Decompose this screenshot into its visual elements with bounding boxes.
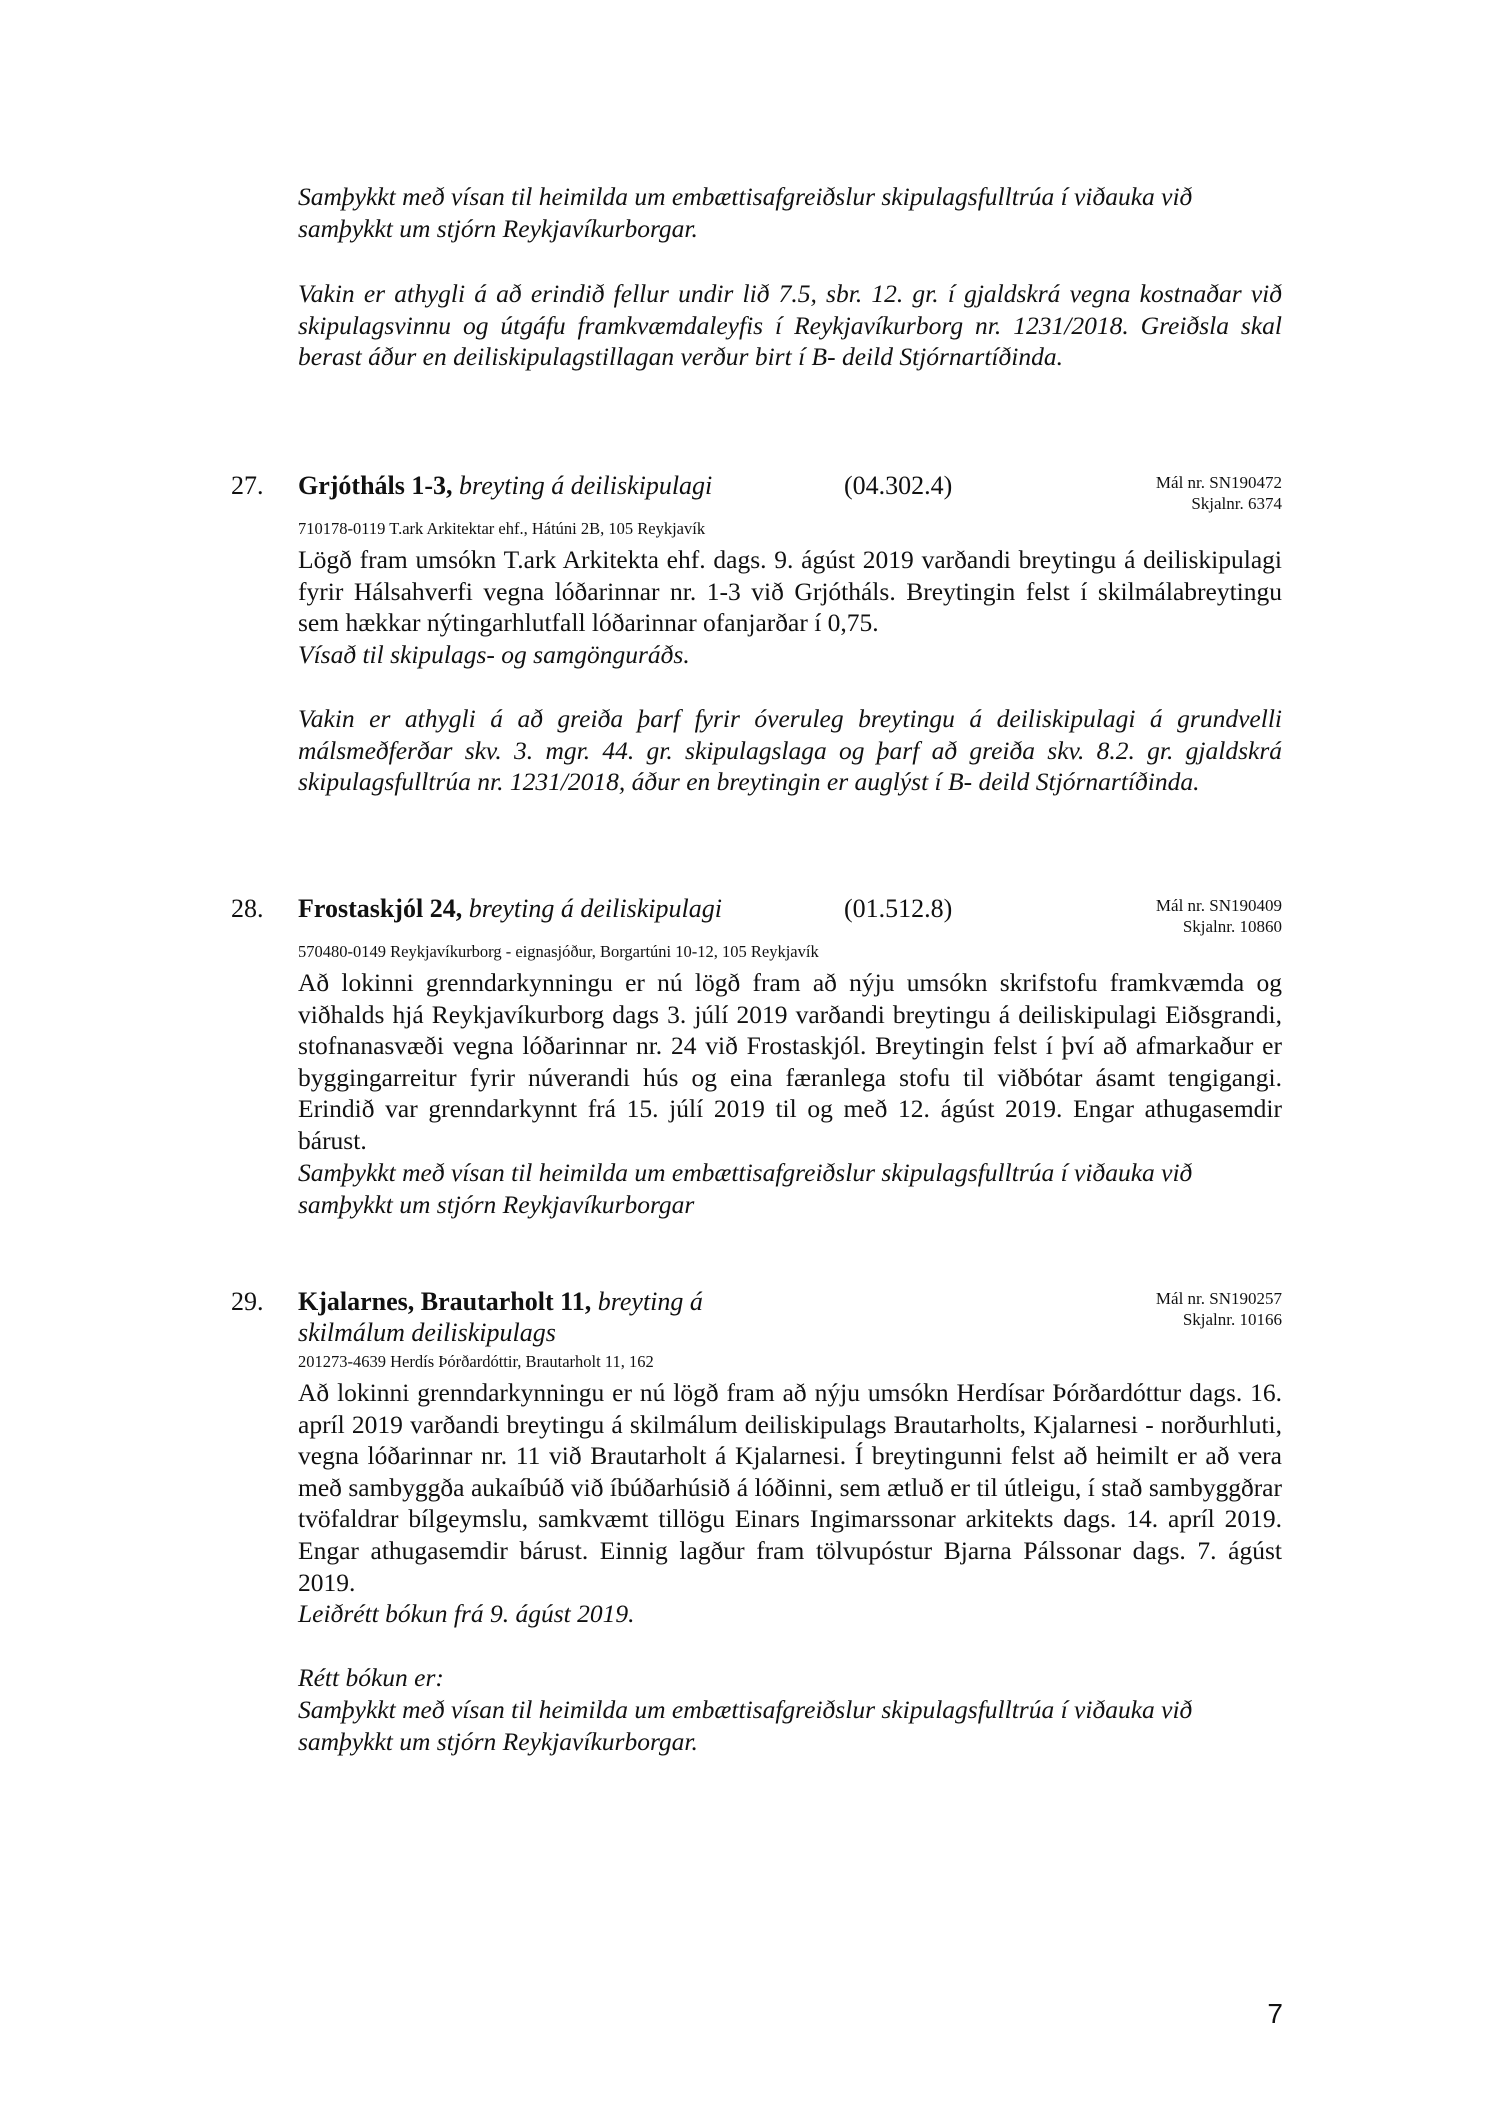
item-title <box>298 1287 703 1317</box>
item-title-subject: breyting á deiliskipulagi <box>468 894 722 923</box>
plot-number: (01.512.8) <box>844 894 953 923</box>
item-title-address: Kjalarnes, Brautarholt 11, <box>298 1287 592 1316</box>
top-approval-text: Samþykkt með vísan til heimilda um embættisafgreiðslur skipulagsfulltrúa í viðauka við samþykkt um stjórn Reykjavíkurborgar. <box>298 182 1193 243</box>
page-number: 7 <box>1267 1998 1283 2029</box>
case-refs <box>1156 472 1282 514</box>
document-number: Skjalnr. 6374 <box>1191 494 1282 513</box>
item-body: Að lokinni grenndarkynningu er nú lögð fram að nýju umsókn skrifstofu framkvæmda og viðhalds hjá Reykjavíkurborg dags 3. júlí 2019 varðandi breytingu á deiliskipulagi Eiðsgrandi, stofnanasvæði vegna lóðarinnar nr. 24 við Frostaskjól. Breytingin felst í því að afmarkaður er byggingarreitur fyrir núverandi hús og eina færanlega stofu til viðbótar ásamt tengigangi. Erindið var grenndarkynnt frá 15. júlí 2019 til og með 12. ágúst 2019. Engar athugasemdir bárust. <box>298 968 1282 1155</box>
item-title-address: Grjótháls 1-3, <box>298 471 453 500</box>
case-number: Mál nr. SN190472 <box>1155 473 1282 492</box>
item-title-subject: breyting á <box>597 1287 703 1316</box>
item-decision: Vísað til skipulags- og samgönguráðs. <box>298 640 690 669</box>
item-body: Lögð fram umsókn T.ark Arkitekta ehf. dags. 9. ágúst 2019 varðandi breytingu á deiliskipulagi fyrir Hálsahverfi vegna lóðarinnar nr. 1-3 við Grjótháls. Breytingin felst í skilmálabreytingu sem hækkar nýtingarhlutfall lóðarinnar ofanjarðar í 0,75. <box>298 545 1282 638</box>
case-number: Mál nr. SN190409 <box>1155 896 1282 915</box>
plot-number: (04.302.4) <box>844 471 953 500</box>
item-number: 27. <box>231 471 264 500</box>
item-title <box>298 894 722 924</box>
item-body: Að lokinni grenndarkynningu er nú lögð fram að nýju umsókn Herdísar Þórðardóttur dags. 16. apríl 2019 varðandi breytingu á skilmálum deiliskipulags Brautarholts, Kjalarnesi - norðurhluti, vegna lóðarinnar nr. 11 við Brautarholt á Kjalarnesi. Í breytingunni felst að heimilt er að vera með sambyggða aukaíbúð við íbúðarhúsið á lóðinni, sem ætluð er til útleigu, í stað sambyggðrar tvöfaldrar bílgeymslu, samkvæmt tillögu Einars Ingimarssonar arkitekts dags. 14. apríl 2019. Engar athugasemdir bárust. Einnig lagður fram tölvupóstur Bjarna Pálssonar dags. 7. ágúst 2019. <box>298 1378 1282 1597</box>
case-number: Mál nr. SN190257 <box>1155 1289 1282 1308</box>
item-title-address: Frostaskjól 24, <box>298 894 463 923</box>
item-number: 29. <box>231 1287 264 1316</box>
top-fee-notice: Vakin er athygli á að erindið fellur undir lið 7.5, sbr. 12. gr. í gjaldskrá vegna kostnaðar við skipulagsvinnu og útgáfu framkvæmdaleyfis í Reykjavíkurborg nr. 1231/2018. Greiðsla skal berast áður en deiliskipulagstillagan verður birt í B- deild Stjórnartíðinda. <box>298 279 1282 372</box>
case-refs <box>1156 1288 1282 1330</box>
item-title-subject: breyting á deiliskipulagi <box>459 471 713 500</box>
applicant-line: 710178-0119 T.ark Arkitektar ehf., Hátúni 2B, 105 Reykjavík <box>298 519 706 538</box>
item-title <box>298 471 712 501</box>
item-title-line2 <box>298 1318 556 1348</box>
applicant-line: 570480-0149 Reykjavíkurborg - eignasjóður, Borgartúni 10-12, 105 Reykjavík <box>298 942 819 961</box>
item-decision: Samþykkt með vísan til heimilda um embættisafgreiðslur skipulagsfulltrúa í viðauka við samþykkt um stjórn Reykjavíkurborgar. <box>298 1695 1193 1756</box>
item-fee-notice: Vakin er athygli á að greiða þarf fyrir óveruleg breytingu á deiliskipulagi á grundvelli málsmeðferðar skv. 3. mgr. 44. gr. skipulagslaga og þarf að greiða skv. 8.2. gr. gjaldskrá skipulagsfulltrúa nr. 1231/2018, áður en breytingin er auglýst í B- deild Stjórnartíðinda. <box>298 704 1282 797</box>
item-correction: Leiðrétt bókun frá 9. ágúst 2019. <box>298 1599 635 1628</box>
document-number: Skjalnr. 10860 <box>1182 917 1282 936</box>
document-number: Skjalnr. 10166 <box>1182 1310 1282 1329</box>
case-refs <box>1156 895 1282 937</box>
item-title-subject-continued: skilmálum deiliskipulags <box>298 1318 556 1347</box>
applicant-line: 201273-4639 Herdís Þórðardóttir, Brautarholt 11, 162 <box>298 1352 654 1371</box>
item-correct-label: Rétt bókun er: <box>298 1663 444 1692</box>
item-decision: Samþykkt með vísan til heimilda um embættisafgreiðslur skipulagsfulltrúa í viðauka við samþykkt um stjórn Reykjavíkurborgar <box>298 1158 1193 1219</box>
item-number: 28. <box>231 894 264 923</box>
